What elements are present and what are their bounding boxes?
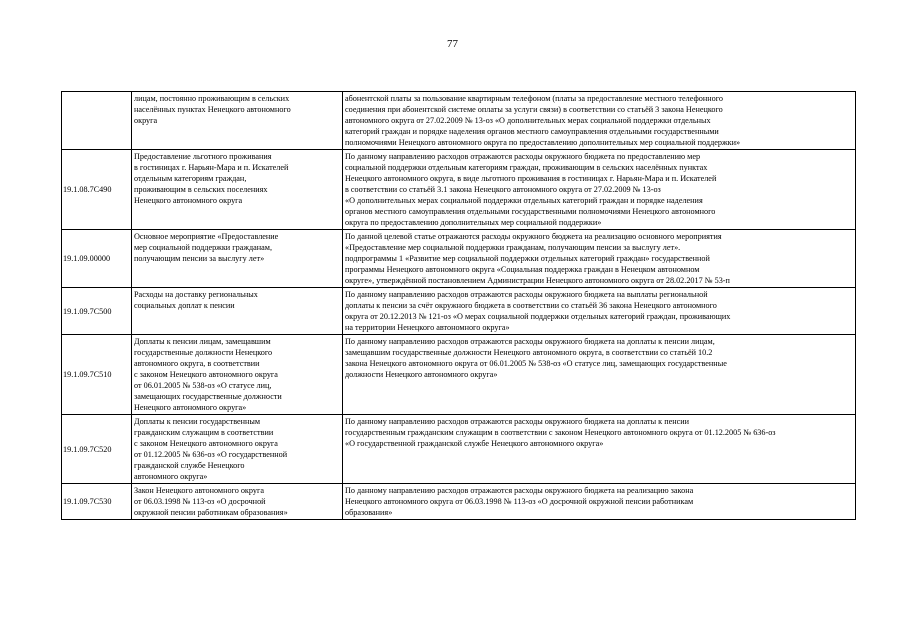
article-name-cell	[132, 92, 343, 150]
article-name-line: мер социальной поддержки гражданам,	[134, 243, 273, 252]
article-name-line: Доплаты к пенсии лицам, замещавшим	[134, 337, 271, 346]
article-name-line: Предоставление льготного проживания	[134, 152, 272, 161]
article-name-line: проживающим в сельских поселениях	[134, 185, 268, 194]
article-name-line: гражданским служащим в соответствии	[134, 428, 274, 437]
target-article-code: 19.1.08.7С490	[62, 150, 132, 230]
article-name-line: получающим пенсии за выслугу лет»	[134, 254, 265, 263]
article-description-cell	[343, 92, 856, 150]
article-description-line: округе», утверждённой постановлением Администрации Ненецкого автономного округа от 28.02.2017 № 53-п	[345, 276, 730, 285]
article-name-cell	[132, 230, 343, 288]
article-description-line: абонентской платы за пользование квартирным телефоном (платы за предоставление местного телефонного	[345, 94, 723, 103]
article-name-line: гражданской службе Ненецкого	[134, 461, 245, 470]
article-name-line: государственные должности Ненецкого	[134, 348, 273, 357]
article-description-line: государственным гражданским служащим в соответствии с законом Ненецкого автономного округа от 01.12.2005 № 636-оз	[345, 428, 776, 437]
article-description-cell	[343, 415, 856, 484]
article-description-line: округа по предоставлению дополнительных мер социальной поддержки»	[345, 218, 602, 227]
table-row	[62, 92, 856, 150]
table-row	[62, 150, 856, 230]
article-description-cell	[343, 335, 856, 415]
article-description-cell	[343, 230, 856, 288]
article-name-cell	[132, 415, 343, 484]
target-article-code: 19.1.09.00000	[62, 230, 132, 288]
budget-classification-table	[61, 91, 856, 520]
article-description-line: соединения при абонентской системе оплаты за услуги связи) в соответствии со статьёй 3 закона Ненецкого	[345, 105, 723, 114]
article-description-line: в соответствии со статьёй 3.1 закона Ненецкого автономного округа от 27.02.2009 № 13-оз	[345, 185, 661, 194]
article-description-line: Ненецкого автономного округа от 06.03.1998 № 113-оз «О досрочной окружной пенсии работникам	[345, 497, 694, 506]
table-row	[62, 230, 856, 288]
article-name-line: с законом Ненецкого автономного округа	[134, 370, 278, 379]
article-name-line: от 06.01.2005 № 538-оз «О статусе лиц,	[134, 381, 272, 390]
article-name-line: от 06.03.1998 № 113-оз «О досрочной	[134, 497, 266, 506]
article-name-line: социальных доплат к пенсии	[134, 301, 235, 310]
article-description-line: доплаты к пенсии за счёт окружного бюджета в соответствии со статьёй 36 закона Ненецкого автономного	[345, 301, 717, 310]
article-description-cell	[343, 288, 856, 335]
target-article-code: 19.1.09.7С500	[62, 288, 132, 335]
article-description-cell	[343, 150, 856, 230]
page-number: 77	[447, 38, 458, 50]
article-description-line: социальной поддержки отдельным категориям граждан, проживающим в сельских населённых пунктах	[345, 163, 708, 172]
article-name-line: Ненецкого автономного округа	[134, 196, 243, 205]
article-description-line: По данному направлению расходов отражаются расходы окружного бюджета на реализацию закона	[345, 486, 694, 495]
article-description-line: автономного округа от 27.02.2009 № 13-оз «О дополнительных мерах социальной поддержки отдельных	[345, 116, 711, 125]
article-description-line: Ненецкого автономного округа, в виде льготного проживания в гостиницах г. Нарьян-Мара и п. Искателей	[345, 174, 717, 183]
target-article-code: 19.1.09.7С510	[62, 335, 132, 415]
article-name-line: автономного округа, в соответствии	[134, 359, 260, 368]
article-description-line: образования»	[345, 508, 393, 517]
article-name-line: округа	[134, 116, 158, 125]
article-description-line: программы Ненецкого автономного округа «Социальная поддержка граждан в Ненецком автономном	[345, 265, 700, 274]
article-name-cell	[132, 335, 343, 415]
article-description-line: должности Ненецкого автономного округа»	[345, 370, 498, 379]
article-description-line: округа от 20.12.2013 № 121-оз «О мерах социальной поддержки отдельных категорий граждан, проживающих	[345, 312, 731, 321]
article-name-line: населённых пунктах Ненецкого автономного	[134, 105, 291, 114]
article-name-cell	[132, 484, 343, 520]
article-description-line: замещавшим государственные должности Ненецкого автономного округа, в соответствии со статьёй 10.2	[345, 348, 713, 357]
table-row	[62, 288, 856, 335]
article-description-line: По данному направлению расходов отражаются расходы окружного бюджета на доплаты к пенсии лицам,	[345, 337, 715, 346]
article-name-line: Доплаты к пенсии государственным	[134, 417, 261, 426]
target-article-code: 19.1.09.7С520	[62, 415, 132, 484]
article-description-line: категорий граждан и порядке наделения органов местного самоуправления отдельными государственными	[345, 127, 719, 136]
article-description-line: на территории Ненецкого автономного округа»	[345, 323, 510, 332]
article-name-line: Расходы на доставку региональных	[134, 290, 258, 299]
article-name-line: с законом Ненецкого автономного округа	[134, 439, 278, 448]
article-description-line: По данному направлению расходов отражаются расходы окружного бюджета на выплаты региональной	[345, 290, 708, 299]
table-row	[62, 335, 856, 415]
article-name-line: в гостиницах г. Нарьян-Мара и п. Искателей	[134, 163, 289, 172]
article-description-line: подпрограммы 1 «Развитие мер социальной поддержки отдельных категорий граждан» государственной	[345, 254, 710, 263]
article-name-line: замещающих государственные должности	[134, 392, 282, 401]
target-article-code	[62, 92, 132, 150]
article-name-line: Основное мероприятие «Предоставление	[134, 232, 279, 241]
article-description-line: По данному направлению расходов отражаются расходы окружного бюджета на доплаты к пенсии	[345, 417, 689, 426]
article-description-line: По данной целевой статье отражаются расходы окружного бюджета на реализацию основного мероприятия	[345, 232, 722, 241]
article-name-line: Ненецкого автономного округа»	[134, 403, 247, 412]
article-description-line: органов местного самоуправления отдельными государственными полномочиями Ненецкого автономного	[345, 207, 716, 216]
article-name-line: от 01.12.2005 № 636-оз «О государственной	[134, 450, 288, 459]
article-description-cell	[343, 484, 856, 520]
article-name-line: Закон Ненецкого автономного округа	[134, 486, 264, 495]
table-row	[62, 484, 856, 520]
article-description-line: «О дополнительных мерах социальной поддержки отдельных категорий граждан и порядке наделения	[345, 196, 703, 205]
article-description-line: «О государственной гражданской службе Ненецкого автономного округа»	[345, 439, 604, 448]
article-description-line: «Предоставление мер социальной поддержки гражданам, получающим пенсии за выслугу лет».	[345, 243, 681, 252]
target-article-code: 19.1.09.7С530	[62, 484, 132, 520]
article-name-line: лицам, постоянно проживающим в сельских	[134, 94, 290, 103]
article-name-cell	[132, 150, 343, 230]
table-row	[62, 415, 856, 484]
article-name-line: окружной пенсии работникам образования»	[134, 508, 288, 517]
article-name-line: отдельным категориям граждан,	[134, 174, 247, 183]
article-description-line: закона Ненецкого автономного округа от 06.01.2005 № 538-оз «О статусе лиц, замещающих государственные	[345, 359, 727, 368]
article-name-line: автономного округа»	[134, 472, 208, 481]
article-description-line: По данному направлению расходов отражаются расходы окружного бюджета по предоставлению мер	[345, 152, 701, 161]
article-description-line: полномочиями Ненецкого автономного округа по предоставлению дополнительных мер социальной поддержки»	[345, 138, 741, 147]
article-name-cell	[132, 288, 343, 335]
